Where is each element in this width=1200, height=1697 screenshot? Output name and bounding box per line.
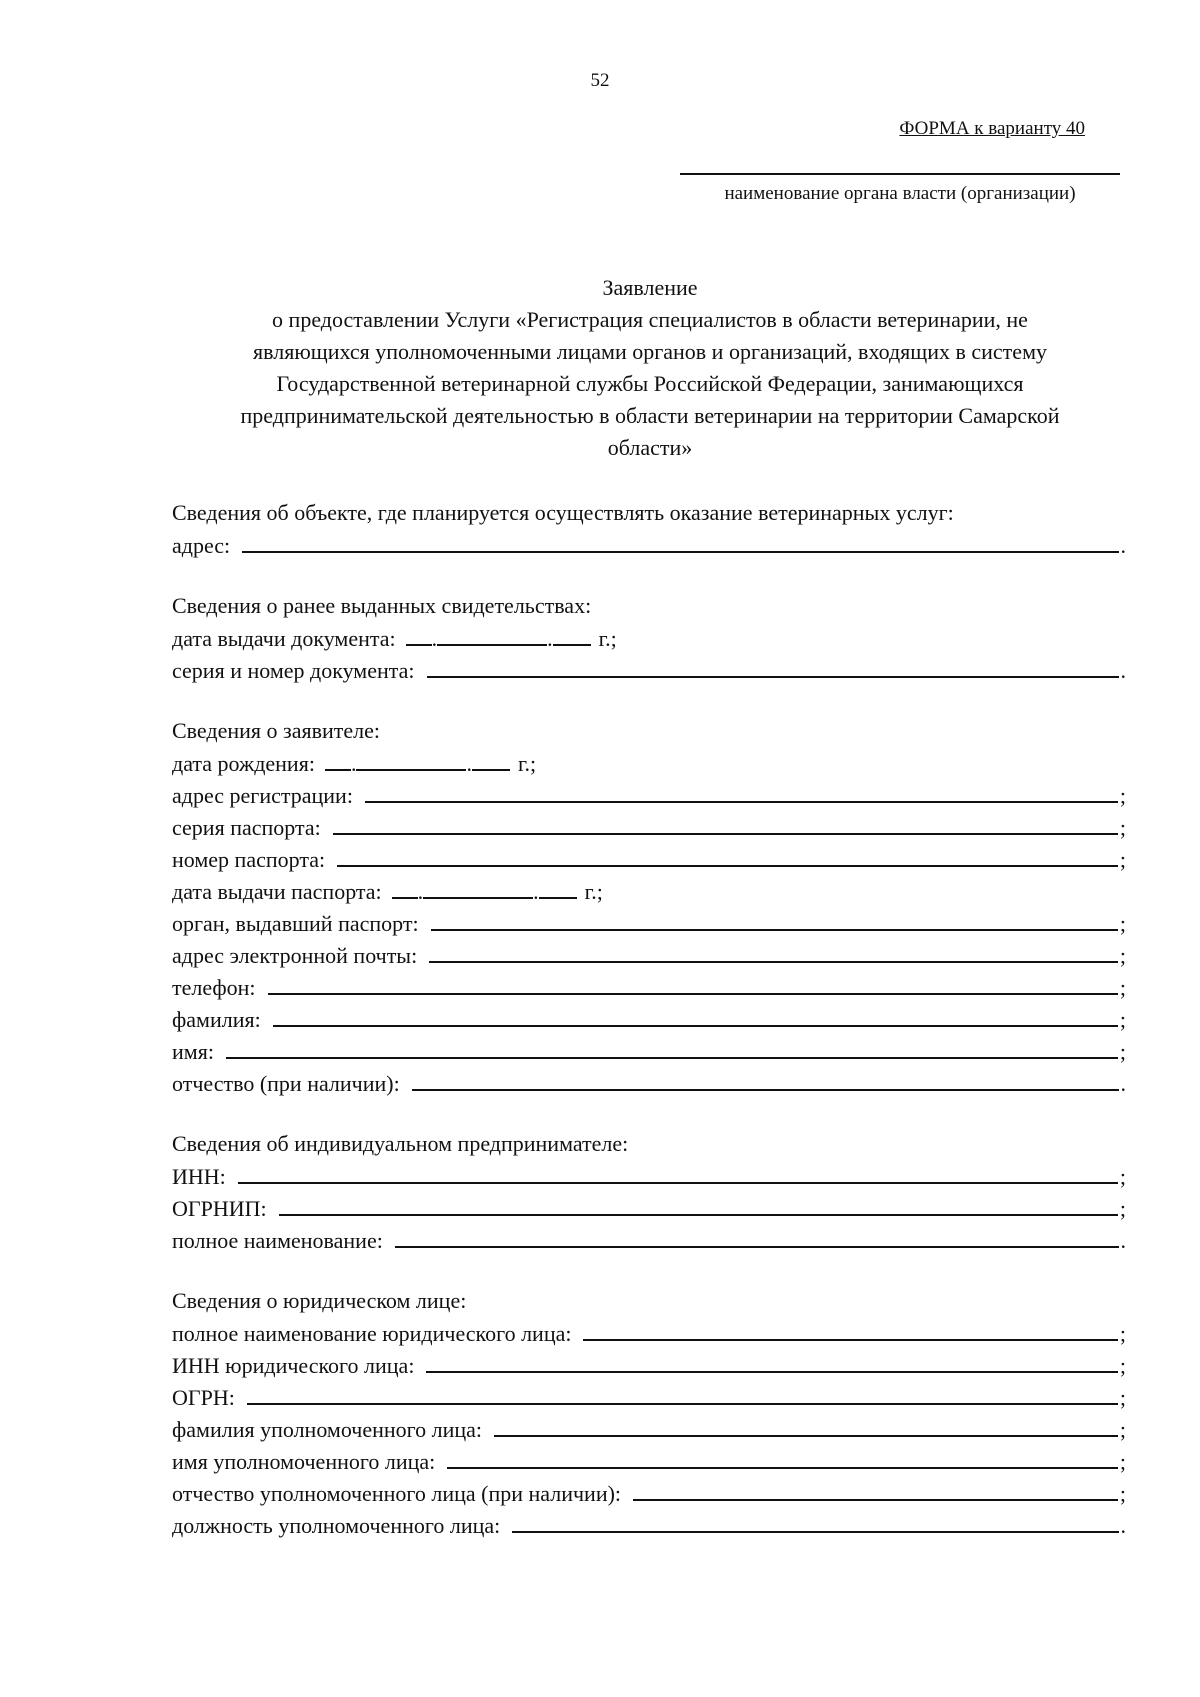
passport-year-field[interactable] (539, 875, 577, 899)
rep-surname-row: фамилия уполномоченного лица: ; (172, 1413, 1126, 1445)
title-line: Государственной ветеринарной службы Российской Федерации, занимающихся (276, 371, 1024, 396)
ie-inn-label: ИНН: (172, 1164, 226, 1189)
org-name-field[interactable] (680, 173, 1120, 175)
rep-surname-label: фамилия уполномоченного лица: (172, 1417, 483, 1442)
le-inn-label: ИНН юридического лица: (172, 1353, 415, 1378)
section-heading-legal-entity: Сведения о юридическом лице: (172, 1288, 467, 1313)
passport-number-row: номер паспорта: ; (172, 843, 1126, 875)
name-field[interactable] (226, 1035, 1118, 1059)
le-inn-field[interactable] (426, 1349, 1117, 1373)
rep-patronymic-row: отчество уполномоченного лица (при наличии): ; (172, 1477, 1126, 1509)
document-title (160, 272, 1140, 464)
object-address-field[interactable] (242, 529, 1118, 553)
birth-date-row: дата рождения: . . г.; (172, 747, 1126, 779)
passport-issuer-label: орган, выдавший паспорт: (172, 911, 419, 936)
rep-patronymic-field[interactable] (633, 1477, 1118, 1501)
passport-date-row: дата выдачи паспорта: . . г.; (172, 875, 1126, 907)
certificate-year-field[interactable] (553, 622, 591, 646)
le-full-name-field[interactable] (583, 1317, 1117, 1341)
birth-date-label: дата рождения: (172, 751, 315, 776)
reg-address-row: адрес регистрации: ; (172, 779, 1126, 811)
email-row: адрес электронной почты: ; (172, 939, 1126, 971)
page-number: 52 (590, 70, 610, 91)
patronymic-field[interactable] (412, 1067, 1119, 1091)
reg-address-label: адрес регистрации: (172, 783, 353, 808)
ie-inn-field[interactable] (238, 1160, 1118, 1184)
birth-year-field[interactable] (472, 747, 510, 771)
rep-name-field[interactable] (447, 1445, 1118, 1469)
ie-full-name-label: полное наименование: (172, 1228, 383, 1253)
title-line: являющихся уполномоченными лицами органов и организаций, входящих в систему (253, 339, 1047, 364)
passport-series-label: серия паспорта: (172, 815, 321, 840)
form-body (172, 497, 1126, 1541)
rep-position-row: должность уполномоченного лица: . (172, 1509, 1126, 1541)
certificate-month-field[interactable] (437, 622, 547, 646)
section-heading-applicant: Сведения о заявителе: (172, 718, 381, 743)
email-field[interactable] (429, 939, 1118, 963)
object-address-label: адрес: (172, 533, 231, 558)
patronymic-row: отчество (при наличии): . (172, 1067, 1126, 1099)
certificate-date-row: дата выдачи документа: . . г.; (172, 622, 1126, 654)
reg-address-field[interactable] (365, 779, 1118, 803)
section-heading-object: Сведения об объекте, где планируется осуществлять оказание ветеринарных услуг: (172, 500, 954, 525)
passport-series-row: серия паспорта: ; (172, 811, 1126, 843)
phone-label: телефон: (172, 975, 256, 1000)
title-line: предпринимательской деятельностью в области ветеринарии на территории Самарской (240, 403, 1060, 428)
passport-month-field[interactable] (423, 875, 533, 899)
certificate-day-field[interactable] (406, 622, 432, 646)
surname-row: фамилия: ; (172, 1003, 1126, 1035)
passport-number-label: номер паспорта: (172, 847, 326, 872)
le-inn-row: ИНН юридического лица: ; (172, 1349, 1126, 1381)
rep-position-field[interactable] (512, 1509, 1118, 1533)
passport-number-field[interactable] (337, 843, 1118, 867)
phone-row: телефон: ; (172, 971, 1126, 1003)
passport-date-label: дата выдачи паспорта: (172, 879, 382, 904)
ogrnip-label: ОГРНИП: (172, 1196, 267, 1221)
rep-position-label: должность уполномоченного лица: (172, 1513, 501, 1538)
title-line: области» (607, 435, 693, 460)
form-variant-label: ФОРМА к варианту 40 (899, 118, 1085, 139)
birth-day-field[interactable] (325, 747, 351, 771)
patronymic-label: отчество (при наличии): (172, 1071, 400, 1096)
rep-name-row: имя уполномоченного лица: ; (172, 1445, 1126, 1477)
name-label: имя: (172, 1039, 214, 1064)
certificate-number-label: серия и номер документа: (172, 658, 415, 683)
title-heading: Заявление (602, 275, 698, 300)
surname-label: фамилия: (172, 1007, 261, 1032)
org-name-caption: наименование органа власти (организации) (724, 183, 1076, 204)
section-heading-certificates: Сведения о ранее выданных свидетельствах: (172, 593, 592, 618)
ie-full-name-field[interactable] (395, 1224, 1119, 1248)
passport-day-field[interactable] (392, 875, 418, 899)
ogrn-row: ОГРН: ; (172, 1381, 1126, 1413)
certificate-number-field[interactable] (427, 654, 1119, 678)
ogrnip-row: ОГРНИП: ; (172, 1192, 1126, 1224)
ogrn-label: ОГРН: (172, 1385, 235, 1410)
passport-series-field[interactable] (333, 811, 1118, 835)
surname-field[interactable] (273, 1003, 1118, 1027)
phone-field[interactable] (268, 971, 1118, 995)
rep-surname-field[interactable] (494, 1413, 1118, 1437)
rep-name-label: имя уполномоченного лица: (172, 1449, 436, 1474)
passport-issuer-field[interactable] (431, 907, 1118, 931)
ogrnip-field[interactable] (279, 1192, 1118, 1216)
le-full-name-row: полное наименование юридического лица: ; (172, 1317, 1126, 1349)
ie-inn-row: ИНН: ; (172, 1160, 1126, 1192)
certificate-date-label: дата выдачи документа: (172, 626, 396, 651)
object-address-row: адрес: . (172, 529, 1126, 561)
section-heading-entrepreneur: Сведения об индивидуальном предпринимателе: (172, 1131, 629, 1156)
birth-month-field[interactable] (356, 747, 466, 771)
email-label: адрес электронной почты: (172, 943, 418, 968)
certificate-number-row: серия и номер документа: . (172, 654, 1126, 686)
title-line: о предоставлении Услуги «Регистрация специалистов в области ветеринарии, не (272, 307, 1028, 332)
rep-patronymic-label: отчество уполномоченного лица (при наличии): (172, 1481, 622, 1506)
passport-issuer-row: орган, выдавший паспорт: ; (172, 907, 1126, 939)
name-row: имя: ; (172, 1035, 1126, 1067)
le-full-name-label: полное наименование юридического лица: (172, 1321, 572, 1346)
ogrn-field[interactable] (247, 1381, 1118, 1405)
ie-full-name-row: полное наименование: . (172, 1224, 1126, 1256)
